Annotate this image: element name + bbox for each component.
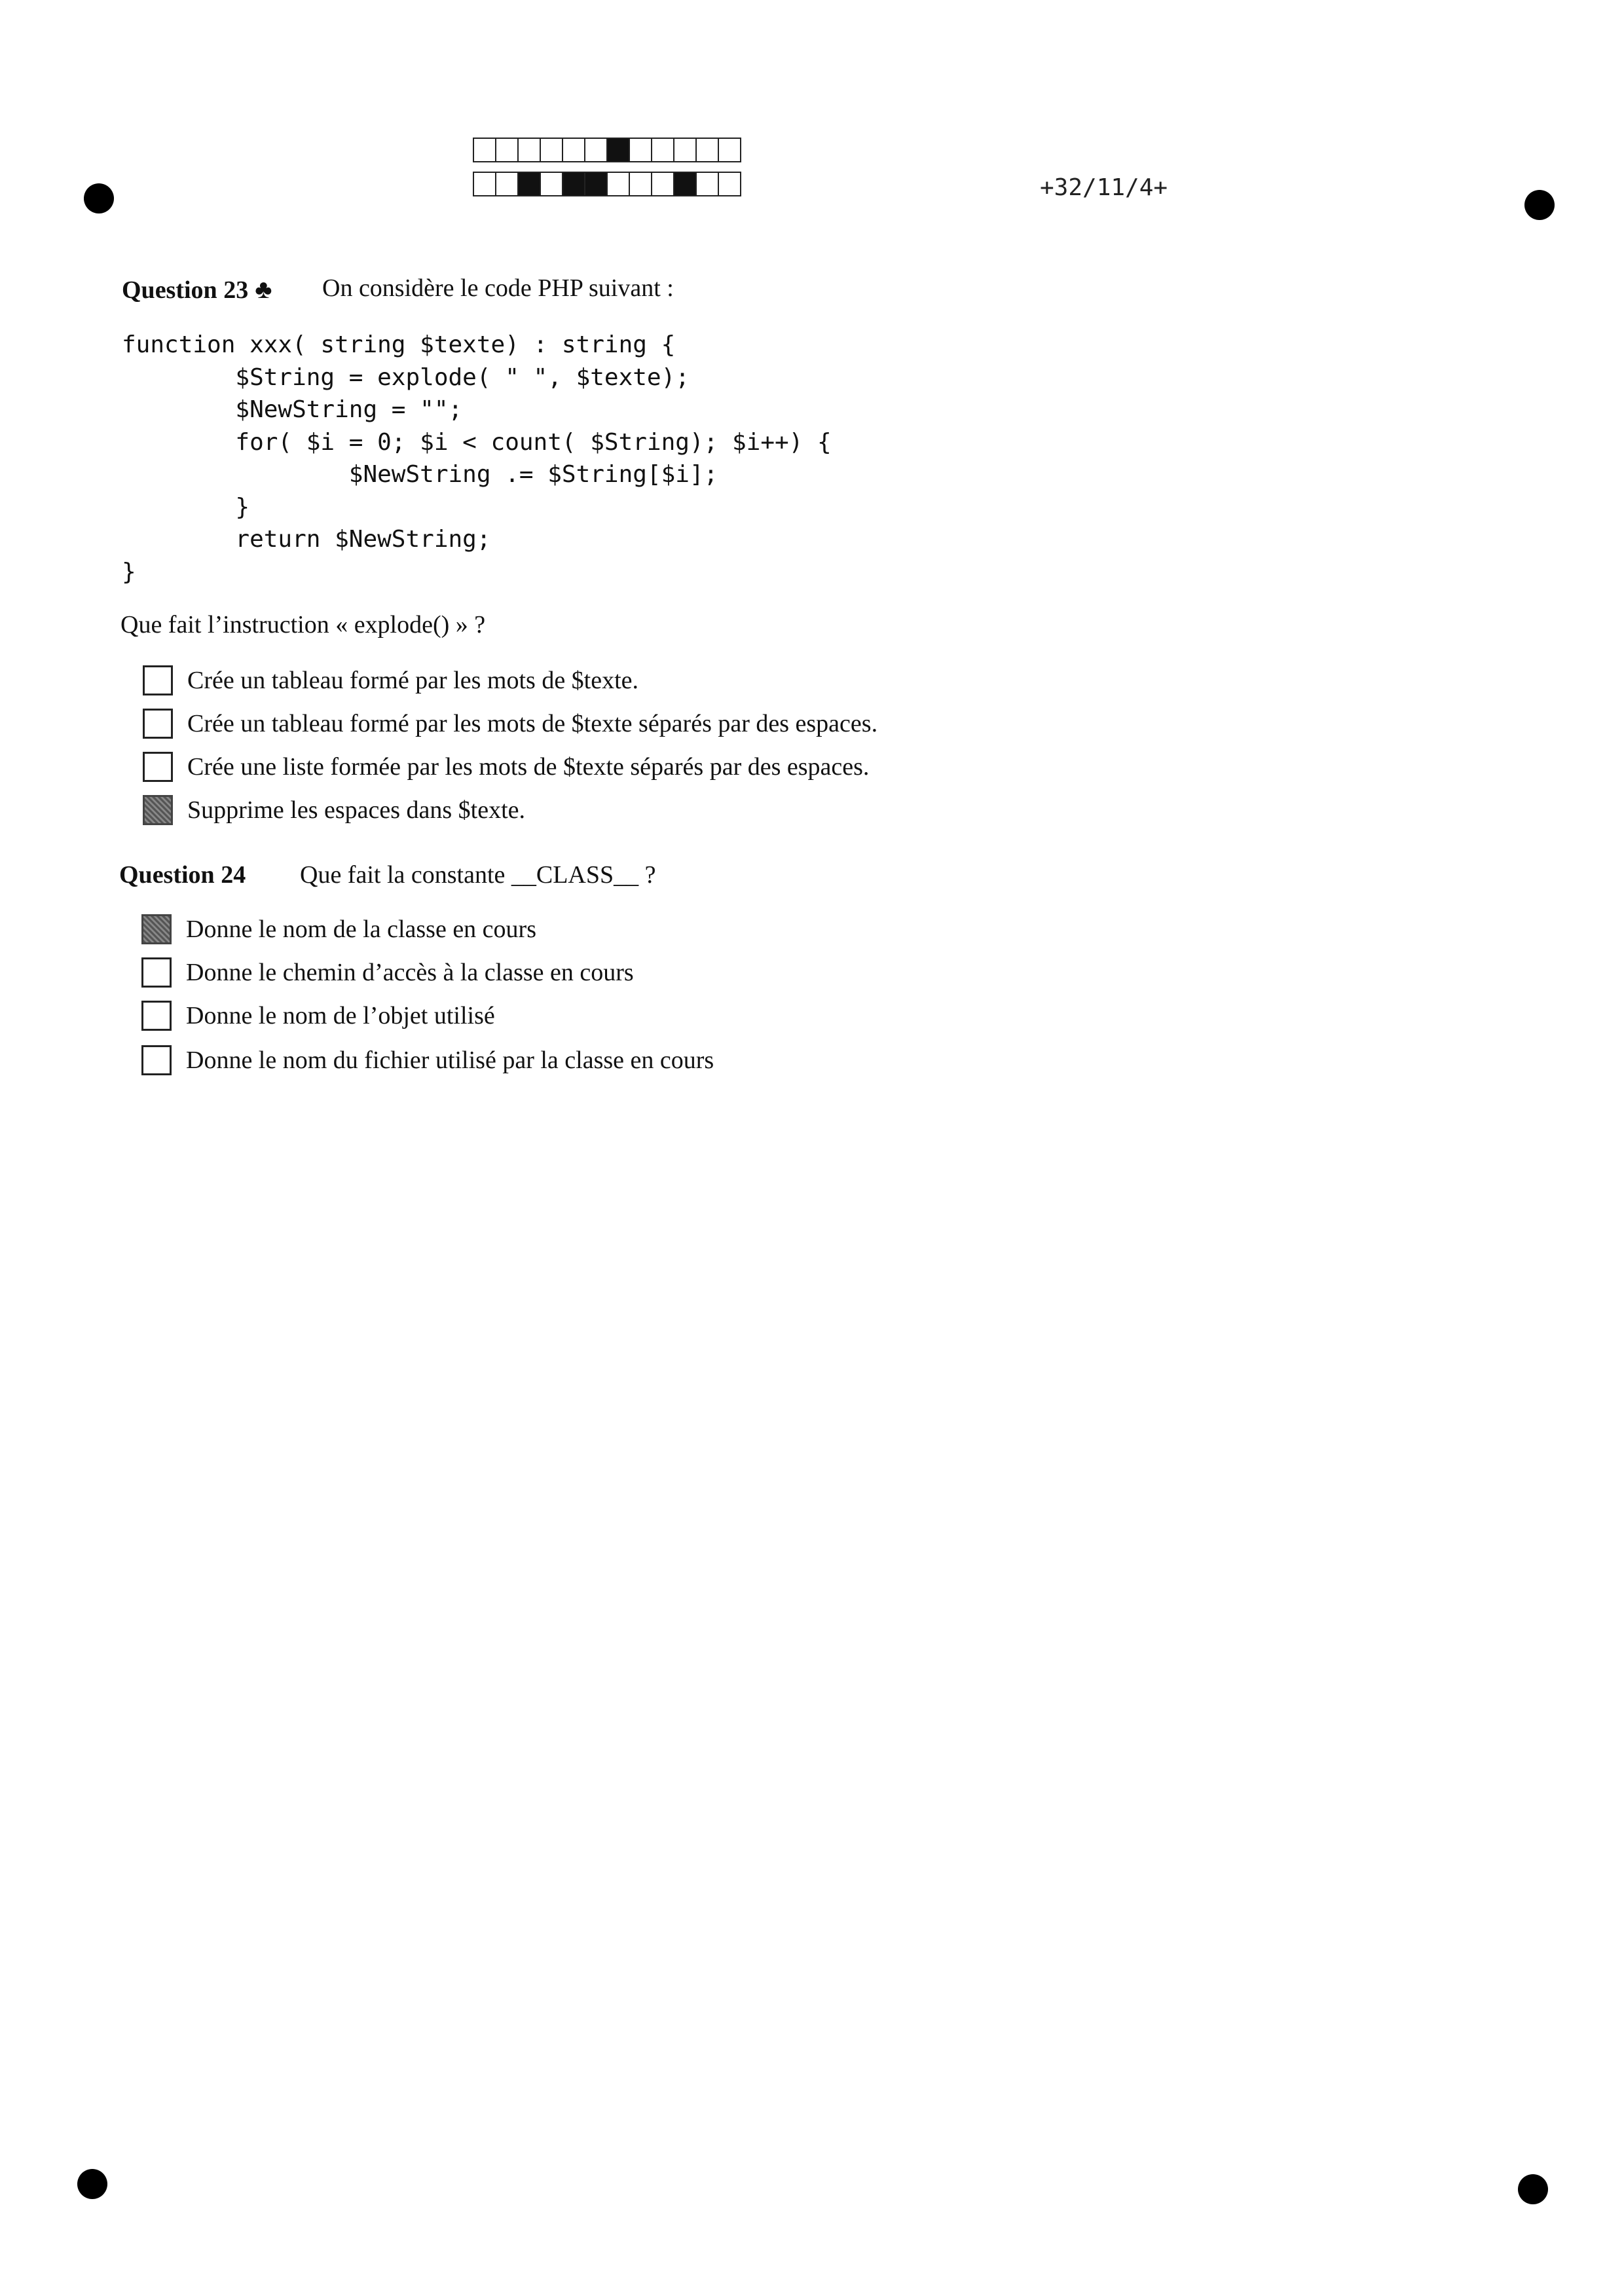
- barcode-row-2: [473, 172, 740, 199]
- barcode-cell-filled: [562, 172, 585, 196]
- option-label: Supprime les espaces dans $texte.: [187, 796, 526, 824]
- barcode-cell: [473, 138, 496, 162]
- barcode-cell: [718, 138, 741, 162]
- question-24-prompt: Que fait la constante __CLASS__ ?: [300, 861, 656, 889]
- barcode-cell: [584, 138, 608, 162]
- question-24-label: Question 24: [119, 861, 246, 889]
- option-label: Crée un tableau formé par les mots de $texte.: [187, 667, 639, 694]
- q24-option-4[interactable]: [141, 1045, 714, 1075]
- option-label: Donne le nom du fichier utilisé par la classe en cours: [186, 1046, 714, 1074]
- code-line: }: [122, 493, 250, 521]
- barcode-cell: [629, 172, 652, 196]
- barcode-cell: [651, 172, 674, 196]
- corner-mark-top-right: [1524, 190, 1555, 220]
- barcode-cell: [495, 138, 519, 162]
- barcode-cell-filled: [606, 138, 630, 162]
- question-23-prompt: On considère le code PHP suivant :: [322, 274, 674, 302]
- q24-option-2[interactable]: [141, 957, 634, 988]
- q24-option-3[interactable]: [141, 1001, 495, 1031]
- question-24-header: [119, 861, 656, 889]
- code-block: [122, 329, 832, 588]
- barcode-cell: [517, 138, 541, 162]
- option-label: Donne le nom de l’objet utilisé: [186, 1002, 495, 1029]
- barcode-cell: [495, 172, 519, 196]
- code-line: function xxx( string $texte) : string {: [122, 331, 676, 358]
- barcode-cell: [718, 172, 741, 196]
- question-23-header: [122, 274, 674, 305]
- corner-mark-top-left: [84, 183, 114, 213]
- option-label: Donne le nom de la classe en cours: [186, 916, 536, 943]
- question-23-question: Que fait l’instruction « explode() » ?: [120, 611, 486, 639]
- barcode-cell: [695, 172, 719, 196]
- option-label: Crée un tableau formé par les mots de $texte séparés par des espaces.: [187, 710, 878, 737]
- barcode-cell: [540, 138, 563, 162]
- barcode-cell: [651, 138, 674, 162]
- checkbox[interactable]: [143, 709, 173, 739]
- checkbox[interactable]: [141, 957, 172, 988]
- code-line: $NewString = "";: [122, 396, 463, 423]
- checkbox[interactable]: [141, 914, 172, 944]
- barcode-cell: [562, 138, 585, 162]
- barcode-cell: [606, 172, 630, 196]
- q24-option-1[interactable]: [141, 914, 536, 944]
- barcode-row-1: [473, 138, 740, 165]
- barcode-cell: [540, 172, 563, 196]
- barcode-cell: [629, 138, 652, 162]
- question-23-label: Question 23: [122, 276, 249, 304]
- code-line: $String = explode( " ", $texte);: [122, 363, 690, 391]
- option-label: Donne le chemin d’accès à la classe en cours: [186, 959, 634, 986]
- barcode-cell-filled: [584, 172, 608, 196]
- checkbox[interactable]: [143, 665, 173, 695]
- code-line: for( $i = 0; $i < count( $String); $i++) {: [122, 428, 832, 456]
- barcode-cell-filled: [673, 172, 697, 196]
- q23-option-4[interactable]: [143, 795, 525, 825]
- q23-option-3[interactable]: [143, 752, 869, 782]
- club-icon: ♣: [255, 274, 272, 304]
- barcode-cell: [695, 138, 719, 162]
- code-line: return $NewString;: [122, 526, 491, 553]
- barcode-cell-filled: [517, 172, 541, 196]
- checkbox[interactable]: [143, 752, 173, 782]
- barcode-cell: [473, 172, 496, 196]
- barcode-cell: [673, 138, 697, 162]
- option-label: Crée une liste formée par les mots de $texte séparés par des espaces.: [187, 753, 870, 781]
- corner-mark-bottom-right: [1518, 2174, 1548, 2204]
- checkbox[interactable]: [143, 795, 173, 825]
- checkbox[interactable]: [141, 1045, 172, 1075]
- page-id: +32/11/4+: [1040, 174, 1168, 201]
- checkbox[interactable]: [141, 1001, 172, 1031]
- code-line: $NewString .= $String[$i];: [122, 461, 718, 488]
- q23-option-1[interactable]: [143, 665, 638, 695]
- code-line: }: [122, 558, 136, 585]
- corner-mark-bottom-left: [77, 2169, 107, 2199]
- q23-option-2[interactable]: [143, 709, 877, 739]
